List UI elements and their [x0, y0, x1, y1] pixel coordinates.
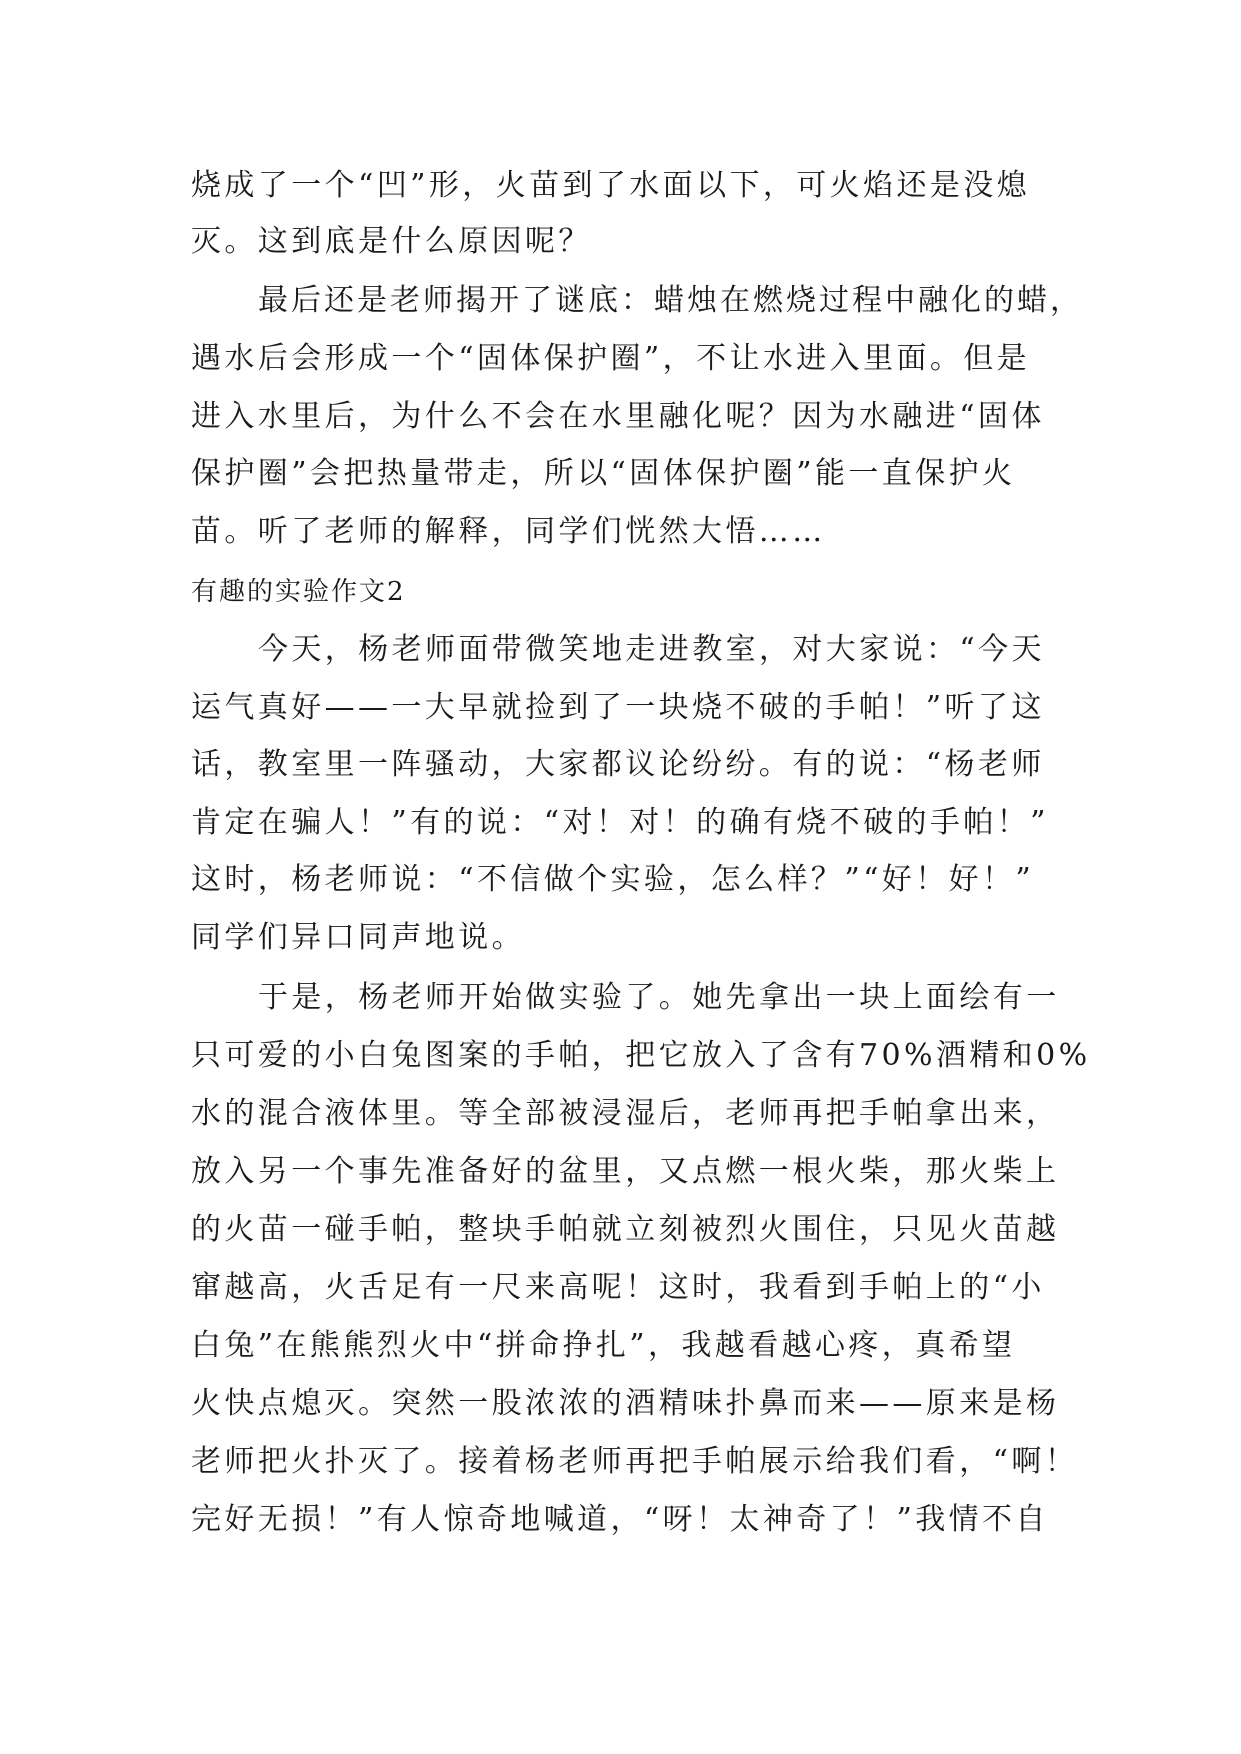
text-line: 白兔”在熊熊烈火中“拼命挣扎”，我越看越心疼，真希望 — [191, 1328, 1016, 1363]
text-line: 窜越高，火舌足有一尺来高呢！这时，我看到手帕上的“小 — [191, 1270, 1045, 1305]
text-line: 的火苗一碰手帕，整块手帕就立刻被烈火围住，只见火苗越 — [191, 1212, 1060, 1247]
text-line: 话，教室里一阵骚动，大家都议论纷纷。有的说：“杨老师 — [191, 747, 1045, 782]
text-line: 运气真好——一大早就捡到了一块烧不破的手帕！”听了这 — [191, 690, 1045, 725]
paragraph-start-line: 今天，杨老师面带微笑地走进教室，对大家说：“今天 — [258, 632, 1045, 667]
text-line: 火快点熄灭。突然一股浓浓的酒精味扑鼻而来——原来是杨 — [191, 1386, 1060, 1421]
text-line: 放入另一个事先准备好的盆里，又点燃一根火柴，那火柴上 — [191, 1154, 1060, 1189]
text-line: 这时，杨老师说：“不信做个实验，怎么样？”“好！好！” — [191, 862, 1035, 897]
paragraph-start-line: 于是，杨老师开始做实验了。她先拿出一块上面绘有一 — [258, 980, 1060, 1015]
text-line: 保护圈”会把热量带走，所以“固体保护圈”能一直保护火 — [191, 456, 1016, 491]
section-heading: 有趣的实验作文2 — [191, 577, 406, 607]
text-line: 苗。听了老师的解释，同学们恍然大悟…… — [191, 514, 826, 549]
text-line: 水的混合液体里。等全部被浸湿后，老师再把手帕拿出来， — [191, 1096, 1060, 1131]
text-line: 烧成了一个“凹”形，火苗到了水面以下，可火焰还是没熄 — [191, 168, 1031, 203]
text-line: 只可爱的小白兔图案的手帕，把它放入了含有70%酒精和0% — [191, 1038, 1091, 1073]
text-line: 完好无损！”有人惊奇地喊道，“呀！太神奇了！”我情不自 — [191, 1502, 1049, 1537]
text-line: 肯定在骗人！”有的说：“对！对！的确有烧不破的手帕！” — [191, 805, 1049, 840]
text-line: 灭。这到底是什么原因呢？ — [191, 224, 592, 259]
text-line: 进入水里后，为什么不会在水里融化呢？因为水融进“固体 — [191, 399, 1045, 434]
text-line: 同学们异口同声地说。 — [191, 920, 525, 955]
text-line: 老师把火扑灭了。接着杨老师再把手帕展示给我们看，“啊！ — [191, 1444, 1079, 1479]
paragraph-start-line: 最后还是老师揭开了谜底：蜡烛在燃烧过程中融化的蜡， — [258, 283, 1083, 318]
text-line: 遇水后会形成一个“固体保护圈”，不让水进入里面。但是 — [191, 341, 1031, 376]
